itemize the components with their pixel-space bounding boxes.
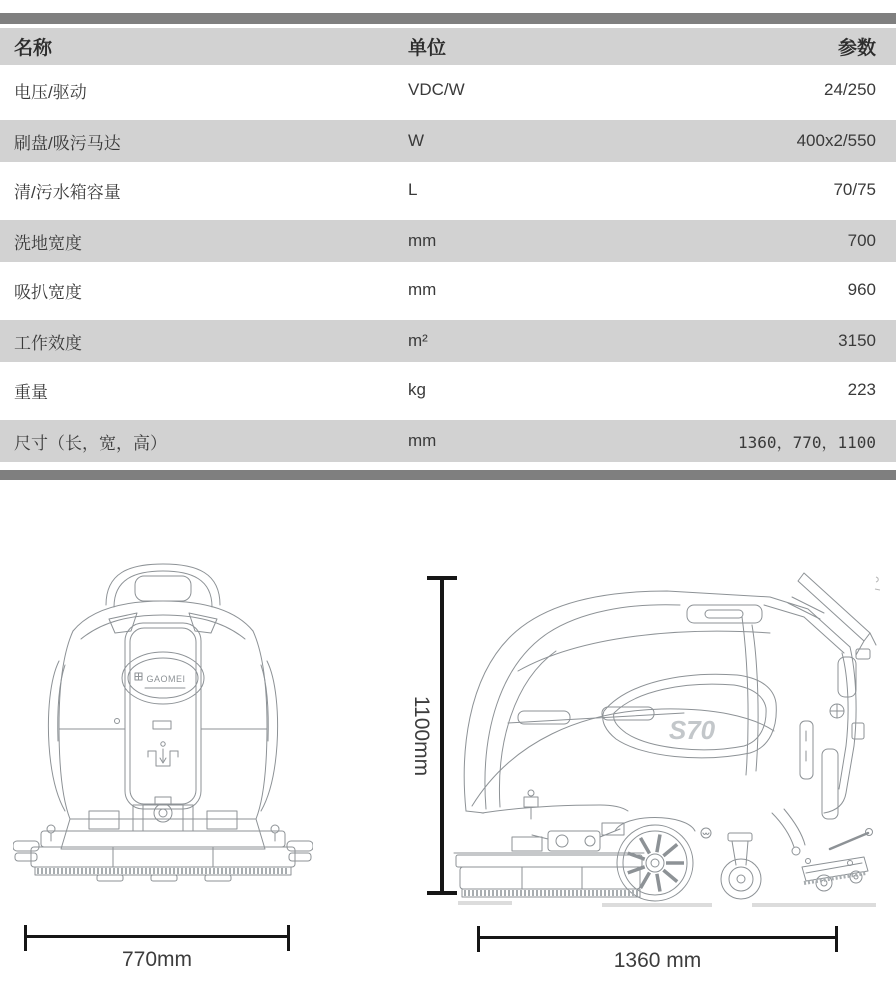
side-view-drawing (452, 561, 882, 917)
table-row (0, 365, 896, 415)
spec-name: 洗地宽度 (14, 233, 82, 253)
spec-name: 重量 (14, 382, 48, 402)
spec-unit: VDC/W (408, 80, 465, 99)
top-divider-bar (0, 13, 896, 24)
brand-logo-text: GAOMEI (146, 674, 186, 684)
spec-unit: mm (408, 280, 437, 299)
spec-value: 960 (847, 280, 876, 299)
spec-value: 700 (847, 231, 876, 250)
spec-value: 70/75 (833, 180, 876, 199)
spec-name: 刷盘/吸污马达 (14, 133, 121, 153)
table-row (0, 215, 896, 265)
table-row (0, 165, 896, 215)
spec-name: 电压/驱动 (14, 82, 87, 102)
header-value: 参数 (837, 38, 876, 59)
model-label: S70 (668, 715, 716, 745)
spec-value: 1360，770，1100 (738, 432, 876, 452)
spec-name: 吸扒宽度 (14, 282, 82, 302)
spec-name: 清/污水箱容量 (14, 182, 121, 202)
spec-unit: L (408, 180, 418, 199)
height-dimension-label: 1100mm (410, 695, 433, 777)
spec-table (0, 28, 896, 465)
spec-name: 尺寸（长，宽，高） (14, 433, 167, 453)
spec-unit: mm (408, 431, 437, 450)
dimension-line (477, 936, 838, 939)
side-length-label: 1360 mm (613, 949, 702, 972)
spec-unit: W (408, 131, 425, 150)
side-length-dimension (477, 926, 838, 986)
table-row (0, 415, 896, 465)
front-width-dimension (24, 925, 290, 985)
table-row (0, 115, 896, 165)
spec-value: 3150 (838, 331, 876, 350)
header-unit: 单位 (408, 38, 447, 59)
spec-unit: m² (408, 331, 428, 350)
spec-name: 工作效度 (14, 333, 82, 353)
spec-value: 400x2/550 (796, 131, 876, 150)
table-row (0, 65, 896, 115)
dimension-line (24, 935, 290, 938)
dimension-cap (427, 891, 457, 895)
spec-unit: kg (408, 380, 426, 399)
bottom-divider-bar (0, 470, 896, 480)
spec-value: 223 (847, 380, 876, 399)
height-dimension-line (440, 578, 444, 895)
front-width-label: 770mm (121, 948, 193, 971)
header-name: 名称 (14, 38, 53, 59)
table-row (0, 315, 896, 365)
table-row (0, 265, 896, 315)
spec-value: 24/250 (824, 80, 876, 99)
spec-table-header (0, 28, 896, 65)
spec-unit: mm (408, 231, 437, 250)
front-view-drawing (13, 561, 313, 883)
